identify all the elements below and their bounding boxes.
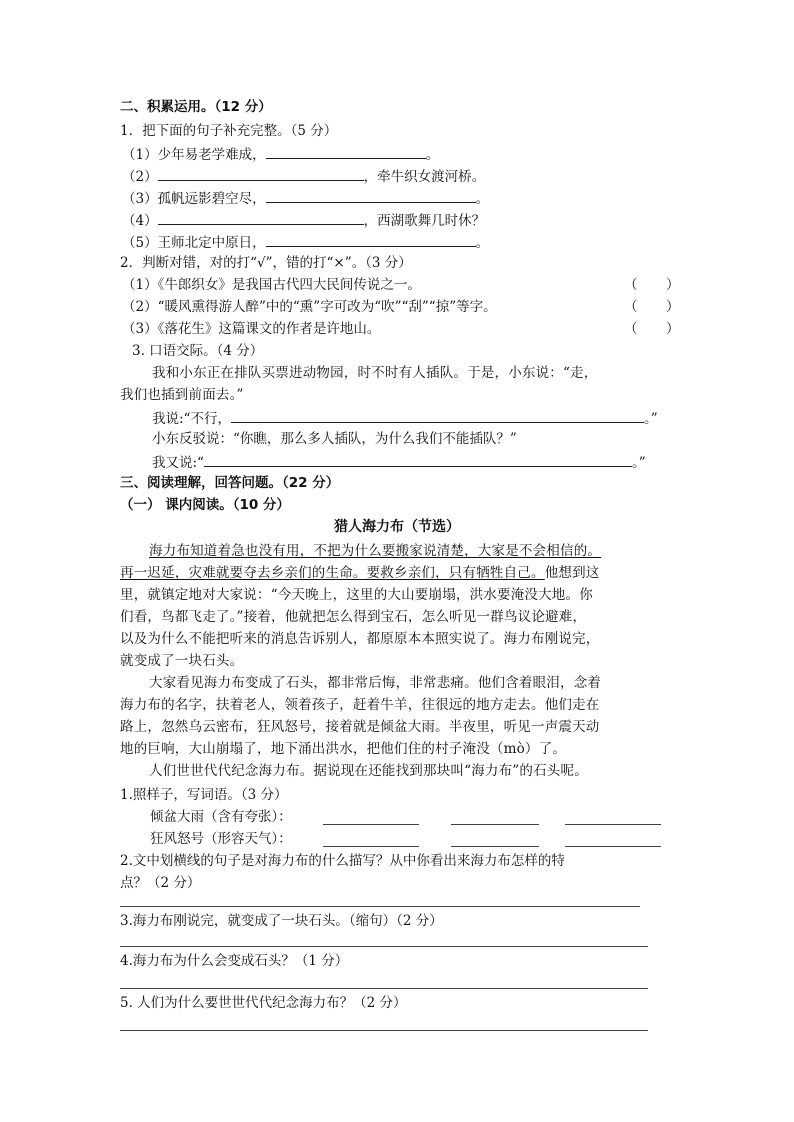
passage-title: 猎人海力布（节选） [334,519,460,535]
answer-line[interactable] [451,846,539,847]
fill-item-4: （4） ，西湖歌舞几时休？ [122,210,485,230]
passage-line: 以及为什么不能把听来的消息告诉别人，都原原本本照实说了。海力布刚说完， [120,631,600,647]
fill-item-5: （5）王师北定中原日， 。 [122,232,489,252]
dialogue-say-1: 我说:“不行， 。” [152,408,658,428]
answer-blank[interactable] [158,166,364,181]
answer-blank[interactable] [266,188,476,203]
passage-line: 再一迟延，灾难就要夺去乡亲们的生命。要救乡亲们，只有牺牲自己。他想到这 [120,565,600,581]
passage-line: 人们世世代代纪念海力布。据说现在还能找到那块叫“海力布”的石头呢。 [149,763,588,779]
judge-item-2: （2）“暖风熏得游人醉”中的“熏”字可改为“吹”“刮”“掠”等字。 [122,299,497,315]
word-example-1: 倾盆大雨（含有夸张）： [150,809,292,825]
answer-blank[interactable] [266,232,476,247]
passage-line: 就变成了一块石头。 [120,653,244,669]
answer-blank[interactable] [204,452,632,467]
reading-question-4: 4.海力布为什么会变成石头？（1 分） [120,953,349,969]
question-title-1: 1．把下面的句子补充完整。（5 分） [120,123,338,139]
fill-item-3: （3）孤帆远影碧空尽， 。 [122,188,489,208]
passage-line: 大家看见海力布变成了石头，都非常后悔，非常悲痛。他们含着眼泪，念着 [149,675,602,691]
answer-paren-close: ） [666,321,680,337]
fill-item-2: （2） ，牵牛织女渡河桥。 [122,166,485,186]
answer-line[interactable] [565,846,661,847]
answer-line[interactable] [451,824,539,825]
passage-line: 们看，鸟都飞走了。”接着，他就把怎么得到宝石，怎么听见一群鸟议论避难， [120,609,587,625]
dialogue-intro: 我和小东正在排队买票进动物园，时不时有人插队。于是，小东说：“走， [152,365,598,381]
judge-item-3: （3）《落花生》这篇课文的作者是许地山。 [122,321,381,337]
answer-paren-close: ） [666,299,680,315]
passage-line: 里，就镇定地对大家说：“今天晚上，这里的大山要崩塌，洪水要淹没大地。你 [120,587,593,603]
reading-question-3: 3.海力布刚说完，就变成了一块石头。（缩句）（2 分） [120,913,443,929]
answer-line[interactable] [120,988,648,989]
answer-blank[interactable] [266,144,426,159]
answer-line[interactable] [120,906,640,907]
answer-paren-open[interactable]: （ [624,321,638,337]
answer-blank[interactable] [231,408,644,423]
reading-question-2-cont: 点？（2 分） [120,875,201,891]
answer-paren-close: ） [666,277,680,293]
fill-item-1: （1）少年易老学难成， 。 [122,144,439,164]
answer-blank[interactable] [158,210,364,225]
answer-line[interactable] [323,824,419,825]
passage-line: 海力布的名字，扶着老人，领着孩子，赶着牛羊，往很远的地方走去。他们走在 [120,697,600,713]
subsection-heading: （一） 课内阅读。（10 分） [120,497,290,513]
section-heading-3: 三、阅读理解，回答问题。（22 分） [120,475,340,491]
question-title-2: 2．判断对错，对的打“√”，错的打“×”。（3 分） [120,255,412,271]
dialogue-intro-cont: 我们也插到前面去。” [120,387,244,403]
judge-item-1: （1）《牛郎织女》是我国古代四大民间传说之一。 [122,277,421,293]
answer-line[interactable] [565,824,661,825]
passage-line: 海力布知道着急也没有用，不把为什么要搬家说清楚，大家是不会相信的。 [149,543,602,559]
answer-line[interactable] [120,946,648,947]
section-heading-2: 二、积累运用。（12 分） [120,99,272,115]
reading-question-2: 2.文中划横线的句子是对海力布的什么描写？从中你看出来海力布怎样的特 [120,853,565,869]
passage-line: 路上，忽然乌云密布，狂风怒号，接着就是倾盆大雨。半夜里，听见一声震天动 [120,719,600,735]
word-example-2: 狂风怒号（形容天气）： [150,831,292,847]
answer-paren-open[interactable]: （ [624,299,638,315]
answer-paren-open[interactable]: （ [624,277,638,293]
reading-question-1: 1.照样子，写词语。（3 分） [120,787,288,803]
reading-question-5: 5. 人们为什么要世世代代纪念海力布？（2 分） [120,995,407,1011]
question-title-3: 3. 口语交际。（4 分） [132,343,264,359]
dialogue-say-2: 我又说:“ 。” [152,452,646,472]
dialogue-rebut: 小东反驳说：“你瞧，那么多人插队，为什么我们不能插队？” [152,431,517,447]
answer-line[interactable] [323,846,419,847]
passage-line: 地的巨响，大山崩塌了，地下涌出洪水，把他们住的村子淹没（mò）了。 [120,741,567,757]
answer-line[interactable] [120,1030,648,1031]
